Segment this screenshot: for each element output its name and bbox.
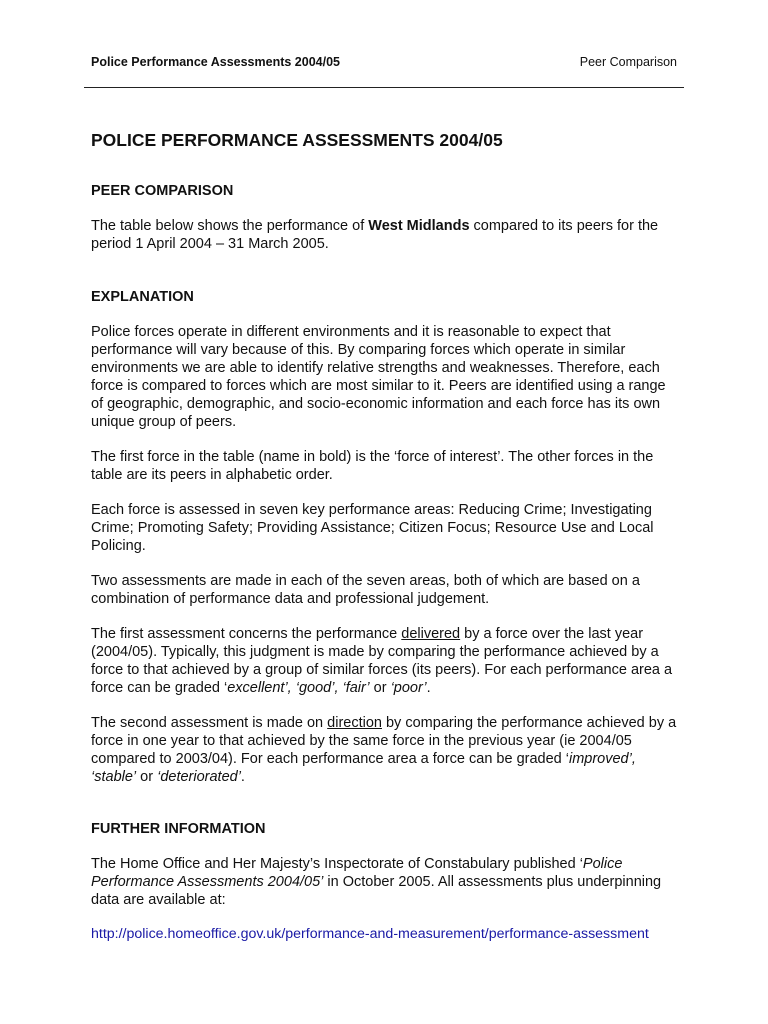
force-name: West Midlands	[368, 218, 470, 234]
explanation-heading: EXPLANATION	[91, 289, 194, 305]
explanation-paragraph-4: Two assessments are made in each of the seven areas, both of which are based on a combination of performance data and professional judgement.	[91, 573, 640, 607]
direction-term: direction	[327, 715, 382, 731]
delivered-term: delivered	[401, 626, 461, 642]
page-title: POLICE PERFORMANCE ASSESSMENTS 2004/05	[91, 130, 503, 150]
explanation-paragraph-5: The first assessment concerns the performance delivered by a force over the last year (2004/05). Typically, this judgment is made by comparing the performance achieved by a force to that achieved by a group of similar forces (its peers). For each performance area a force can be graded ‘excellent’, ‘good’, ‘fair’ or ‘poor’.	[91, 626, 673, 696]
explanation-paragraph-6: The second assessment is made on direction by comparing the performance achieved by a force in one year to that achieved by the same force in the previous year (ie 2004/05 compared to 2003/04). For each performance area a force can be graded ‘improved’, ‘stable’ or ‘deteriorated’.	[91, 715, 677, 785]
assessment-link[interactable]: http://police.homeoffice.gov.uk/performance-and-measurement/performance-assessment	[91, 926, 649, 942]
explanation-paragraph-2: The first force in the table (name in bold) is the ‘force of interest’. The other forces in the table are its peers in alphabetic order.	[91, 449, 654, 483]
running-header	[91, 55, 677, 69]
further-information-heading: FURTHER INFORMATION	[91, 821, 266, 837]
header-section: Peer Comparison	[579, 55, 677, 69]
explanation-paragraph-3: Each force is assessed in seven key performance areas: Reducing Crime; Investigating Crime; Promoting Safety; Providing Assistance; Citizen Focus; Resource Use and Local Policing.	[91, 502, 654, 554]
intro-paragraph: The table below shows the performance of West Midlands compared to its peers for the period 1 April 2004 – 31 March 2005.	[91, 218, 659, 252]
document-body	[91, 127, 681, 943]
explanation-paragraph-1: Police forces operate in different environments and it is reasonable to expect that performance will vary because of this. By comparing forces which operate in similar environments we are able to identify relative strengths and weaknesses. Therefore, each force is compared to forces which are most similar to it. Peers are identified using a range of geographic, demographic, and socio-economic information and each force has its own unique group of peers.	[91, 324, 666, 430]
header-rule	[84, 87, 684, 88]
further-information-paragraph: The Home Office and Her Majesty’s Inspectorate of Constabulary published ‘Police Performance Assessments 2004/05’ in October 2005. All assessments plus underpinning data are available at:	[91, 856, 662, 908]
peer-comparison-heading: PEER COMPARISON	[91, 183, 234, 199]
header-title: Police Performance Assessments 2004/05	[91, 55, 340, 69]
